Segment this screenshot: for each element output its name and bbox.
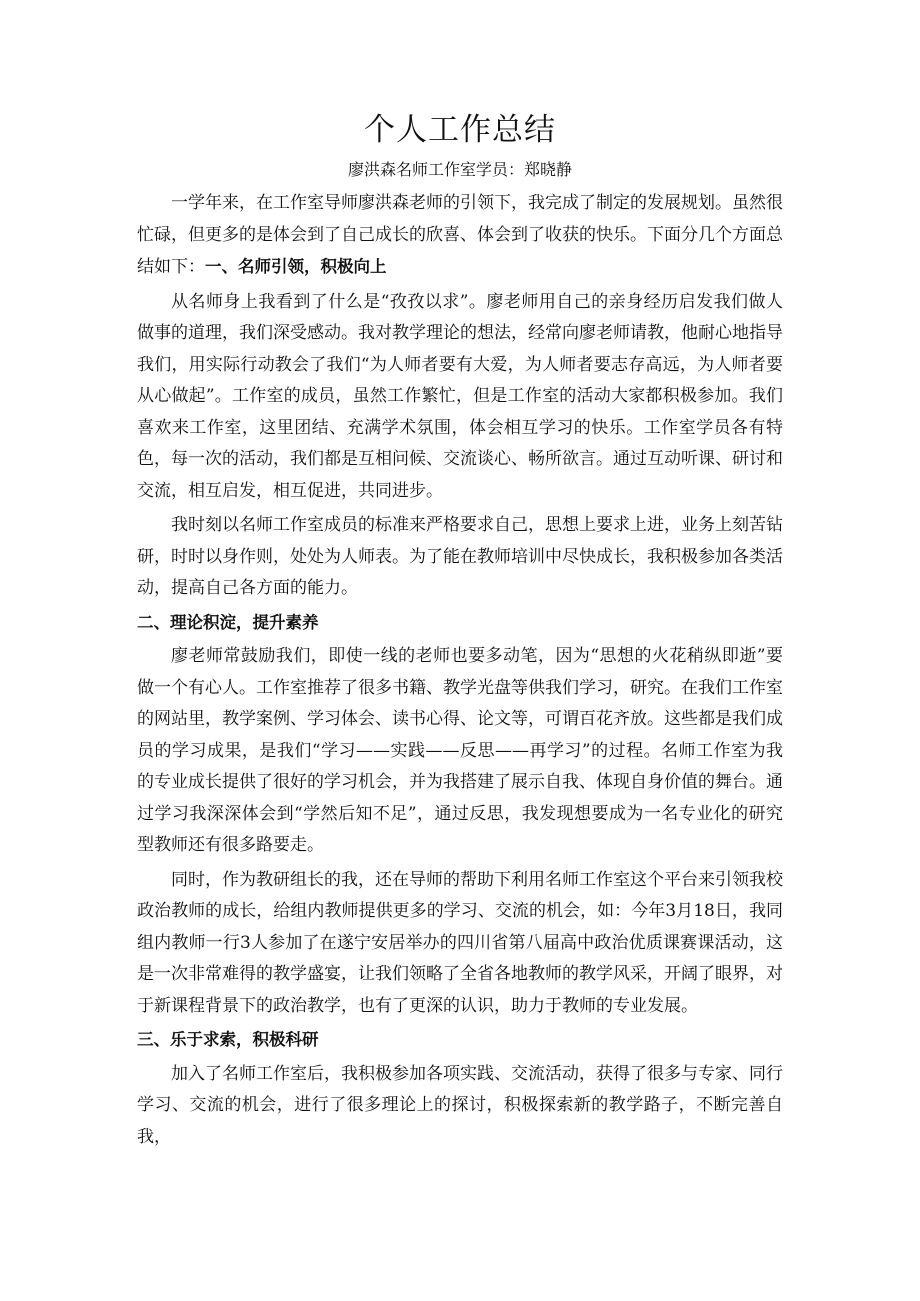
author-line: 廖洪森名师工作室学员：郑晓静 [347,160,572,179]
section-heading-3: 三、乐于求索，积极科研 [137,1030,319,1049]
section-2-paragraph-1: 廖老师常鼓励我们，即使一线的老师也要多动笔，因为“思想的火花稍纵即逝”要做一个有心人。工作室推荐了很多书籍、教学光盘等供我们学习，研究。在我们工作室的网站里，教学案例、学习体会、读书心得、论文等，可谓百花齐放。这些都是我们成员的学习成果，是我们“学习——实践——反思——再学习”的过程。名师工作室为我的专业成长提供了很好的学习机会，并为我搭建了展示自我、体现自身价值的舞台。通过学习我深深体会到“学然后知不足”，通过反思，我发现想要成为一名专业化的研究型教师还有很多路要走。 [137,646,783,855]
document-title: 个人工作总结 [364,112,556,148]
section-heading-1: 一、名师引领，积极向上 [205,257,387,276]
section-3-paragraph-1: 加入了名师工作室后，我积极参加各项实践、交流活动，获得了很多与专家、同行学习、交流的机会，进行了很多理论上的探讨，积极探索新的教学路子，不断完善自我， [137,1063,783,1147]
section-1-paragraph-1: 从名师身上我看到了什么是“孜孜以求”。廖老师用自己的亲身经历启发我们做人做事的道理，我们深受感动。我对教学理论的想法，经常向廖老师请教，他耐心地指导我们，用实际行动教会了我们“为人师者要有大爱，为人师者要志存高远，为人师者要从心做起”。工作室的成员，虽然工作繁忙，但是工作室的活动大家都积极参加。我们喜欢来工作室，这里团结、充满学术氛围，体会相互学习的快乐。工作室学员各有特色，每一次的活动，我们都是互相问候、交流谈心、畅所欲言。通过互动听课、研讨和交流，相互启发，相互促进，共同进步。 [137,291,783,501]
intro-paragraph [137,188,783,284]
section-heading-2: 二、理论积淀，提升素养 [137,612,319,632]
intro-text: 一学年来，在工作室导师廖洪森老师的引领下，我完成了制定的发展规划。虽然很忙碌，但更多的是体会到了自己成长的欣喜、体会到了收获的快乐。下面分几个方面总结如下： [137,193,783,277]
section-1-paragraph-2: 我时刻以名师工作室成员的标准来严格要求自己，思想上要求上进，业务上刻苦钻研，时时以身作则，处处为人师表。为了能在教师培训中尽快成长，我积极参加各类活动，提高自己各方面的能力。 [137,515,783,598]
section-2-paragraph-2: 同时，作为教研组长的我，还在导师的帮助下利用名师工作室这个平台来引领我校政治教师的成长，给组内教师提供更多的学习、交流的机会，如：今年3月18日，我同组内教师一行3人参加了在遂宁安居举办的四川省第八届高中政治优质课赛课活动，这是一次非常难得的教学盛宴，让我们领略了全省各地教师的教学风采，开阔了眼界，对于新课程背景下的政治教学，也有了更深的认识，助力于教师的专业发展。 [137,869,783,1016]
